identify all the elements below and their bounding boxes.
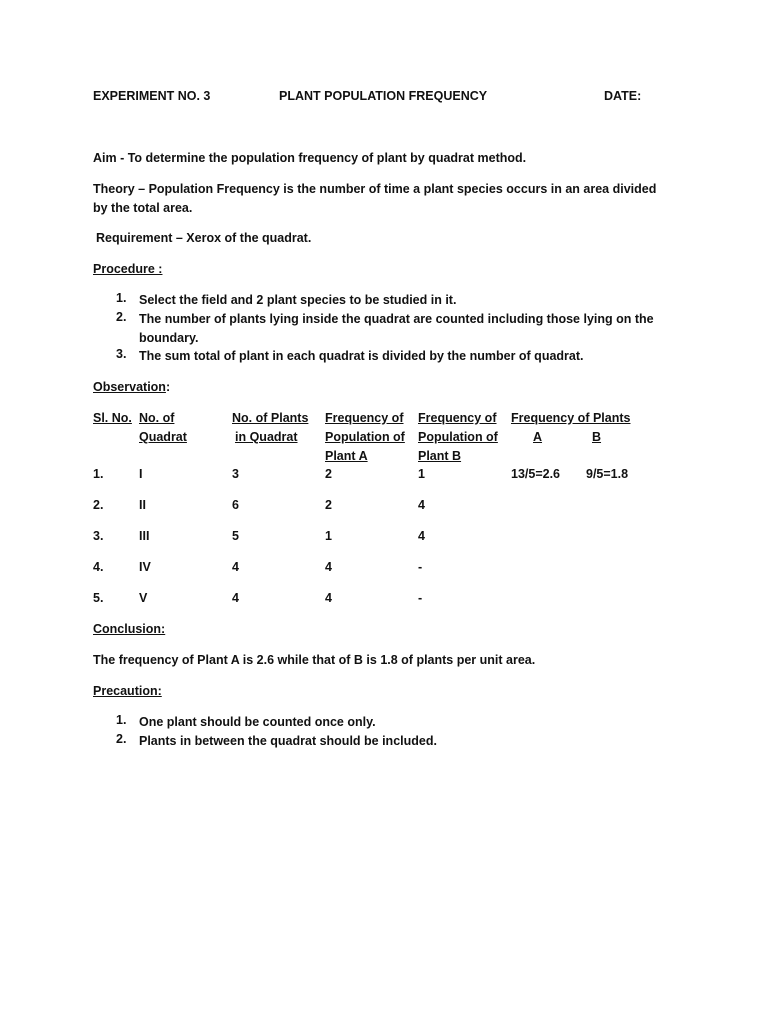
date-label: DATE: xyxy=(604,89,642,103)
aim-text: Aim - To determine the population frequency of plant by quadrat method. xyxy=(93,151,527,165)
cell-plants: 4 xyxy=(232,560,239,574)
cell-sl-no: 4. xyxy=(93,560,104,574)
cell-freq-a: 13/5=2.6 xyxy=(511,467,561,481)
cell-pop-b: - xyxy=(418,560,423,574)
list-text: The number of plants lying inside the quadrat are counted including those lying on the boundary. xyxy=(139,312,654,345)
column-header-plants-line1: No. of Plants xyxy=(232,411,309,425)
theory-text: Theory – Population Frequency is the number of time a plant species occurs in an area divided by the total area. xyxy=(93,182,657,215)
cell-plants: 4 xyxy=(232,591,239,605)
list-number: 3. xyxy=(116,347,127,361)
column-header-freq-a-line3: Plant A xyxy=(325,449,368,463)
cell-pop-b: - xyxy=(418,591,423,605)
list-text: Select the field and 2 plant species to be studied in it. xyxy=(139,293,457,307)
cell-plants: 3 xyxy=(232,467,239,481)
cell-quadrat: III xyxy=(139,529,150,543)
cell-sl-no: 1. xyxy=(93,467,104,481)
column-header-freq-a-line1: Frequency of xyxy=(325,411,404,425)
column-header-sl-no: Sl. No. xyxy=(93,411,132,425)
cell-sl-no: 2. xyxy=(93,498,104,512)
requirement-text: Requirement – Xerox of the quadrat. xyxy=(96,231,312,245)
cell-pop-a: 4 xyxy=(325,560,332,574)
procedure-heading: Procedure : xyxy=(93,262,163,276)
observation-heading-text: Observation xyxy=(93,380,166,394)
cell-pop-b: 4 xyxy=(418,529,425,543)
document-title: PLANT POPULATION FREQUENCY xyxy=(279,89,488,103)
observation-heading-colon: : xyxy=(165,380,171,394)
cell-plants: 5 xyxy=(232,529,239,543)
cell-quadrat: V xyxy=(139,591,148,605)
cell-sl-no: 3. xyxy=(93,529,104,543)
observation-heading xyxy=(93,378,170,397)
conclusion-heading: Conclusion: xyxy=(93,622,166,636)
cell-pop-a: 1 xyxy=(325,529,332,543)
cell-pop-b: 4 xyxy=(418,498,425,512)
list-number: 2. xyxy=(116,732,127,746)
column-header-freq-plants: Frequency of Plants xyxy=(511,411,631,425)
cell-pop-b: 1 xyxy=(418,467,425,481)
cell-sl-no: 5. xyxy=(93,591,104,605)
column-header-plants-line2: in Quadrat xyxy=(235,430,298,444)
cell-plants: 6 xyxy=(232,498,239,512)
cell-quadrat: I xyxy=(139,467,143,481)
column-header-quadrat-line1: No. of xyxy=(139,411,175,425)
cell-pop-a: 4 xyxy=(325,591,332,605)
cell-freq-b: 9/5=1.8 xyxy=(586,467,629,481)
cell-quadrat: II xyxy=(139,498,146,512)
column-header-freq-b-line3: Plant B xyxy=(418,449,462,463)
list-text: The sum total of plant in each quadrat is divided by the number of quadrat. xyxy=(139,349,584,363)
column-header-sub-b: B xyxy=(592,430,602,444)
cell-pop-a: 2 xyxy=(325,467,332,481)
list-number: 1. xyxy=(116,713,127,727)
column-header-freq-b-line1: Frequency of xyxy=(418,411,497,425)
column-header-freq-b-line2: Population of xyxy=(418,430,498,444)
list-text: One plant should be counted once only. xyxy=(139,715,376,729)
conclusion-text: The frequency of Plant A is 2.6 while that of B is 1.8 of plants per unit area. xyxy=(93,653,536,667)
precaution-heading: Precaution: xyxy=(93,684,162,698)
list-text: Plants in between the quadrat should be included. xyxy=(139,734,437,748)
list-number: 2. xyxy=(116,310,127,324)
list-number: 1. xyxy=(116,291,127,305)
cell-pop-a: 2 xyxy=(325,498,332,512)
cell-quadrat: IV xyxy=(139,560,151,574)
column-header-freq-a-line2: Population of xyxy=(325,430,405,444)
column-header-sub-a: A xyxy=(533,430,543,444)
experiment-number: EXPERIMENT NO. 3 xyxy=(93,89,211,103)
column-header-quadrat-line2: Quadrat xyxy=(139,430,187,444)
